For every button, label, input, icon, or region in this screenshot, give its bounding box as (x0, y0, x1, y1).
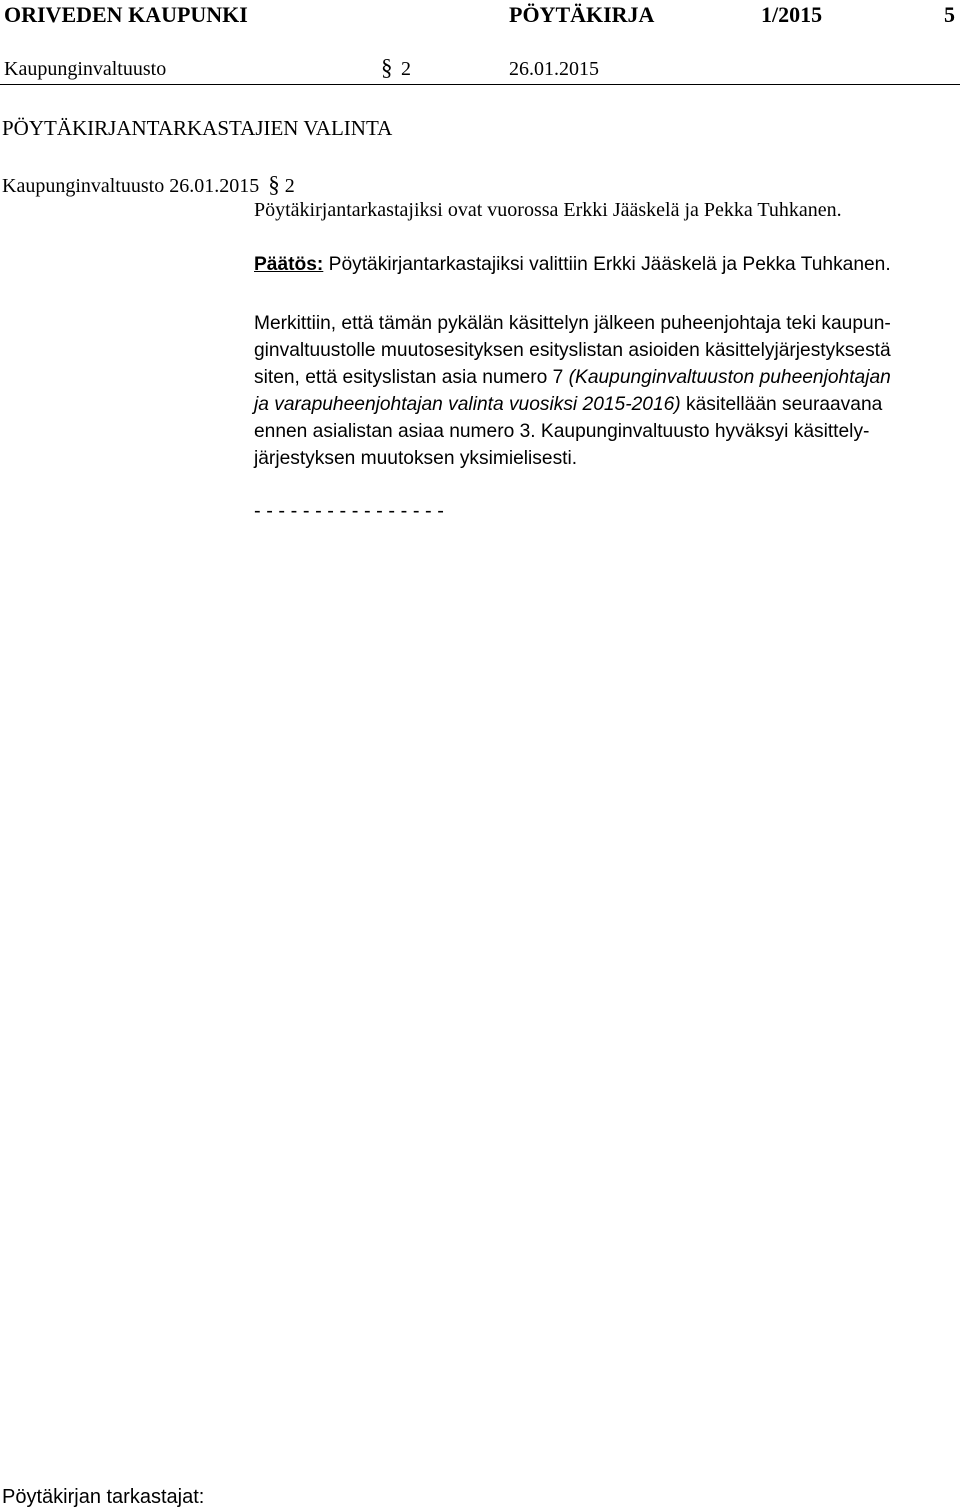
reference-section-sign: § (268, 172, 280, 197)
proposal-text: Pöytäkirjantarkastajiksi ovat vuorossa Erkki Jääskelä ja Pekka Tuhkanen. (254, 199, 842, 221)
meeting-date: 26.01.2015 (509, 58, 599, 80)
decision (254, 254, 891, 276)
section-reference (2, 172, 295, 198)
section-number: 2 (401, 58, 411, 80)
note-line (254, 391, 954, 418)
note-italic-text: (Kaupunginvaltuuston puheenjohtajan (568, 367, 891, 388)
section-sign: § (381, 55, 393, 80)
decision-label: Päätös: (254, 254, 324, 275)
footer-label: Pöytäkirjan tarkastajat: (2, 1486, 205, 1508)
note-line: Merkittiin, että tämän pykälän käsittelyn jälkeen puheenjohtaja teki kaupun- (254, 313, 891, 334)
note-text: käsitellään seuraavana (680, 394, 883, 415)
note-line: järjestyksen muutoksen yksimielisesti. (254, 448, 578, 469)
separator: - - - - - - - - - - - - - - - - (254, 500, 444, 522)
organization-name: ORIVEDEN KAUPUNKI (4, 2, 248, 27)
reference-text: Kaupunginvaltuusto 26.01.2015 (2, 175, 260, 197)
reference-number: 2 (284, 175, 295, 197)
header-divider (0, 84, 960, 85)
note-paragraph (254, 310, 954, 472)
note-italic-text: ja varapuheenjohtajan valinta vuosiksi 2015-2016) (254, 394, 681, 415)
section-title: PÖYTÄKIRJANTARKASTAJIEN VALINTA (2, 116, 393, 140)
document-number: 1/2015 (761, 2, 823, 27)
document-type: PÖYTÄKIRJA (509, 2, 655, 27)
note-line (254, 364, 954, 391)
note-line: ennen asialistan asiaa numero 3. Kaupunginvaltuusto hyväksyi käsittely- (254, 421, 870, 442)
page-number: 5 (944, 2, 955, 27)
decision-text: Pöytäkirjantarkastajiksi valittiin Erkki Jääskelä ja Pekka Tuhkanen. (328, 254, 891, 275)
note-line: ginvaltuustolle muutosesityksen esityslistan asioiden käsittelyjärjestyksestä (254, 340, 891, 361)
meeting-body: Kaupunginvaltuusto (4, 58, 167, 80)
note-text: siten, että esityslistan asia numero 7 (254, 367, 569, 388)
